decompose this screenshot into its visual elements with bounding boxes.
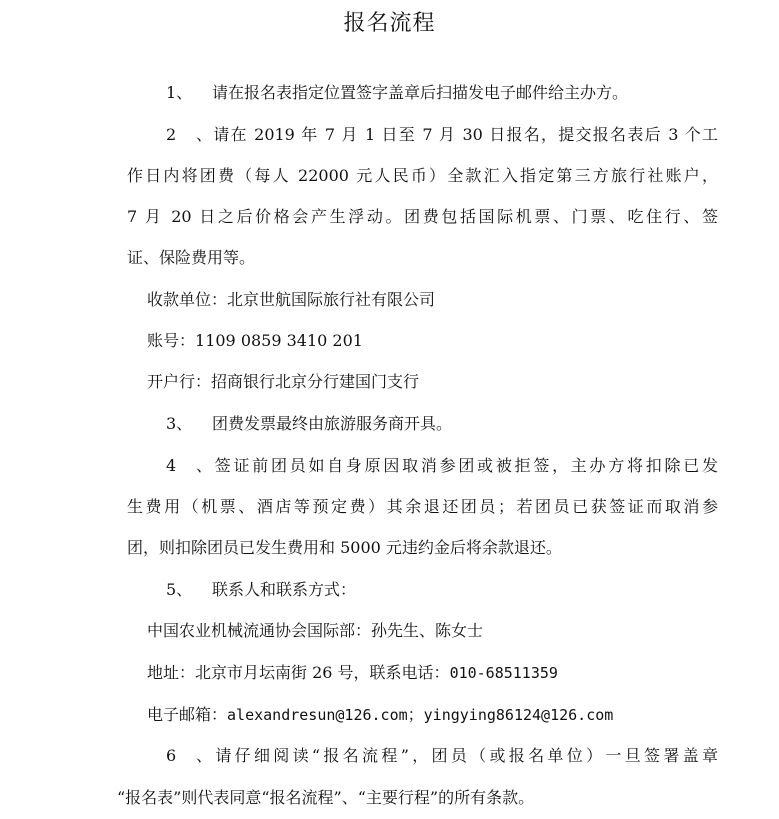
bank-value: 招商银行北京分行建国门支行	[211, 372, 420, 391]
item-text: 请仔细阅读“报名流程”，团员（或报名单位）一旦签署盖章	[212, 746, 718, 765]
item-number: 2、	[166, 125, 212, 144]
item-2-line-3: 7 月 20 日之后价格会产生浮动。团费包括国际机票、门票、吃住行、签	[127, 207, 718, 226]
email-separator: ；	[407, 705, 424, 724]
payee-row	[147, 290, 435, 310]
item-text: 签证前团员如自身原因取消参团或被拒签，主办方将扣除已发	[212, 456, 718, 475]
email-1[interactable]: alexandresun@126.com	[227, 706, 408, 724]
email-2[interactable]: yingying86124@126.com	[423, 706, 614, 724]
item-3	[166, 414, 452, 434]
item-text: 请在 2019 年 7 月 1 日至 7 月 30 日报名，提交报名表后 3 个工	[212, 125, 718, 144]
item-5	[166, 580, 356, 600]
item-2-line-4: 证、保险费用等。	[127, 248, 256, 267]
email-label: 电子邮箱：	[147, 705, 228, 724]
account-value: 1109 0859 3410 201	[195, 331, 363, 350]
address-label: 地址：	[147, 663, 196, 682]
item-4-line-1	[166, 456, 718, 476]
item-text: 联系人和联系方式：	[212, 580, 357, 599]
item-4-line-3: 团，则扣除团员已发生费用和 5000 元违约金后将余款退还。	[127, 538, 562, 557]
item-text: 请在报名表指定位置签字盖章后扫描发电子邮件给主办方。	[212, 83, 629, 102]
item-6-line-2: “报名表”则代表同意“报名流程”、“主要行程”的所有条款。	[117, 788, 535, 807]
contact-email-row	[147, 705, 613, 725]
item-2-line-1	[166, 125, 718, 145]
account-label: 账号：	[147, 331, 196, 350]
address-value: 北京市月坛南街 26 号，联系电话：	[195, 663, 450, 682]
account-row	[147, 331, 363, 351]
contact-address-row	[147, 663, 558, 683]
item-6-line-1	[166, 746, 718, 766]
item-number: 6、	[166, 746, 212, 765]
payee-label: 收款单位：	[147, 290, 228, 309]
item-2-line-2: 作日内将团费（每人 22000 元人民币）全款汇入指定第三方旅行社账户，	[127, 166, 718, 185]
item-number: 5、	[166, 580, 193, 599]
item-4-line-2: 生费用（机票、酒店等预定费）其余退还团员；若团员已获签证而取消参	[127, 497, 718, 516]
item-text: 团费发票最终由旅游服务商开具。	[212, 414, 453, 433]
bank-label: 开户行：	[147, 372, 212, 391]
item-number: 1、	[166, 83, 193, 102]
bank-row	[147, 372, 419, 392]
page-title: 报名流程	[343, 11, 436, 36]
item-number: 4、	[166, 456, 212, 475]
phone-value: 010-68511359	[449, 664, 558, 682]
item-number: 3、	[166, 414, 193, 433]
payee-value: 北京世航国际旅行社有限公司	[227, 290, 436, 309]
contact-org: 中国农业机械流通协会国际部：孙先生、陈女士	[147, 621, 484, 640]
item-1	[166, 83, 628, 103]
